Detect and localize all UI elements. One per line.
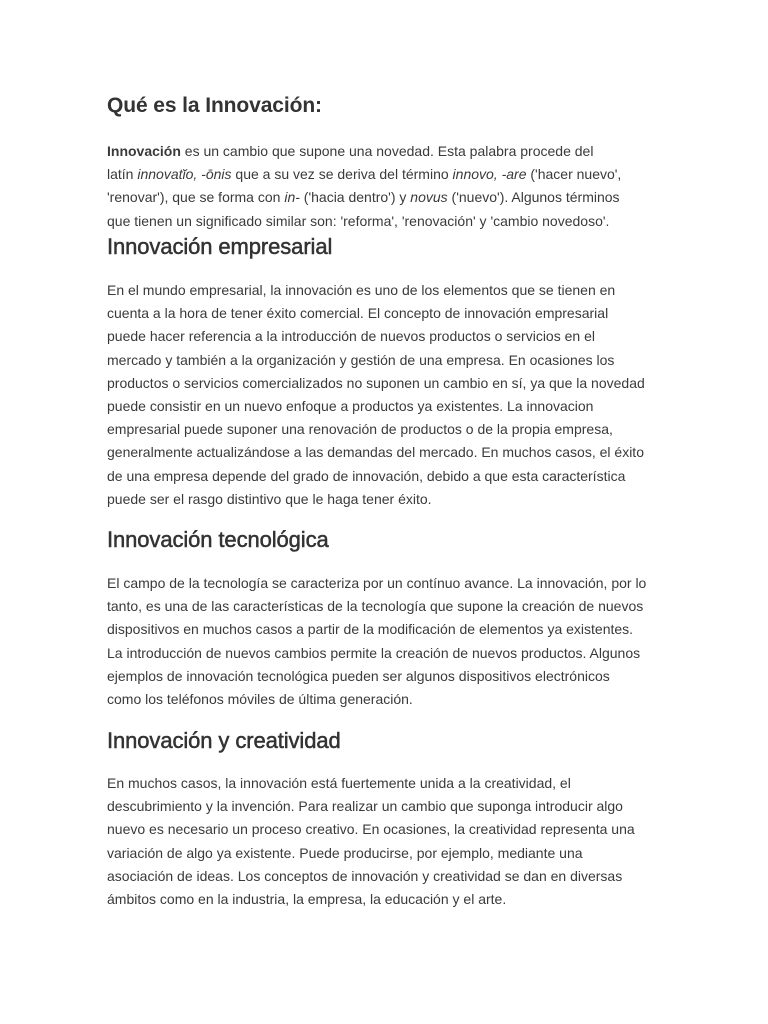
paragraph-line: puede consistir en un nuevo enfoque a productos ya existentes. La innovacion (107, 398, 594, 415)
paragraph-line: productos o servicios comercializados no suponen un cambio en sí, ya que la novedad (107, 374, 645, 391)
intro-italic: innovatĭo, -ōnis (137, 166, 232, 183)
paragraph-line: La introducción de nuevos cambios permite la creación de nuevos productos. Algunos (107, 644, 641, 661)
paragraph-line: El campo de la tecnología se caracteriza por un contínuo avance. La innovación, por lo (107, 575, 647, 591)
intro-text: ('nuevo'). Algunos términos (447, 189, 620, 206)
section-heading-innovacion-empresarial: Innovación empresarial (107, 234, 333, 259)
intro-line: que tienen un significado similar son: 'reforma', 'renovación' y 'cambio novedoso'. (107, 212, 610, 229)
paragraph-line: dispositivos en muchos casos a partir de la modificación de elementos ya existentes. (107, 621, 634, 638)
paragraph-line: En muchos casos, la innovación está fuertemente unida a la creatividad, el (107, 775, 571, 791)
section-heading-innovacion-tecnologica: Innovación tecnológica (107, 527, 329, 552)
intro-italic: novus (410, 189, 448, 206)
section-heading-innovacion-creatividad: Innovación y creatividad (107, 728, 341, 753)
paragraph-line: variación de algo ya existente. Puede producirse, por ejemplo, mediante una (107, 844, 583, 861)
paragraph-line: de una empresa depende del grado de innovación, debido a que esta característica (107, 467, 626, 484)
paragraph-line: asociación de ideas. Los conceptos de innovación y creatividad se dan en diversas (107, 867, 623, 884)
intro-text: es un cambio que supone una novedad. Esta palabra procede del (180, 143, 594, 159)
intro-line (107, 163, 663, 186)
intro-italic: innovo, -are (452, 166, 527, 183)
intro-text: 'renovar'), que se forma con (107, 189, 285, 206)
paragraph-line: cuenta a la hora de tener éxito comercial. El concepto de innovación empresarial (107, 305, 609, 322)
paragraph-line: En el mundo empresarial, la innovación es uno de los elementos que se tienen en (107, 282, 616, 298)
intro-italic: in- (284, 189, 300, 206)
intro-text: ('hacia dentro') y (299, 189, 411, 206)
paragraph-innovacion-creatividad (107, 772, 663, 911)
intro-text: que a su vez se deriva del término (231, 166, 453, 183)
section-heading-que-es-innovacion: Qué es la Innovación: (107, 94, 322, 117)
intro-text: ('hacer nuevo', (526, 166, 622, 183)
intro-text: latín (107, 166, 138, 183)
paragraph-line: empresarial puede suponer una renovación de productos o de la propia empresa, (107, 421, 613, 438)
paragraph-line: descubrimiento y la invención. Para realizar un cambio que suponga introducir algo (107, 798, 623, 815)
paragraph-innovacion-tecnologica (107, 572, 663, 711)
paragraph-innovacion-empresarial (107, 279, 663, 511)
intro-term: Innovación (107, 143, 181, 159)
intro-line (107, 186, 663, 209)
intro-line (107, 140, 663, 163)
paragraph-line: ejemplos de innovación tecnológica pueden ser algunos dispositivos electrónicos (107, 667, 610, 684)
paragraph-line: tanto, es una de las características de la tecnología que supone la creación de nuevos (107, 598, 644, 615)
paragraph-line: como los teléfonos móviles de última generación. (107, 691, 413, 708)
paragraph-line: mercado y también a la organización y gestión de una empresa. En ocasiones los (107, 351, 615, 368)
intro-paragraph (107, 140, 663, 233)
paragraph-line: nuevo es necesario un proceso creativo. En ocasiones, la creatividad representa una (107, 821, 635, 838)
paragraph-line: puede hacer referencia a la introducción de nuevos productos o servicios en el (107, 328, 595, 345)
paragraph-line: ámbitos como en la industria, la empresa, la educación y el arte. (107, 891, 507, 908)
paragraph-line: puede ser el rasgo distintivo que le haga tener éxito. (107, 490, 432, 507)
paragraph-line: generalmente actualizándose a las demandas del mercado. En muchos casos, el éxito (107, 444, 644, 461)
